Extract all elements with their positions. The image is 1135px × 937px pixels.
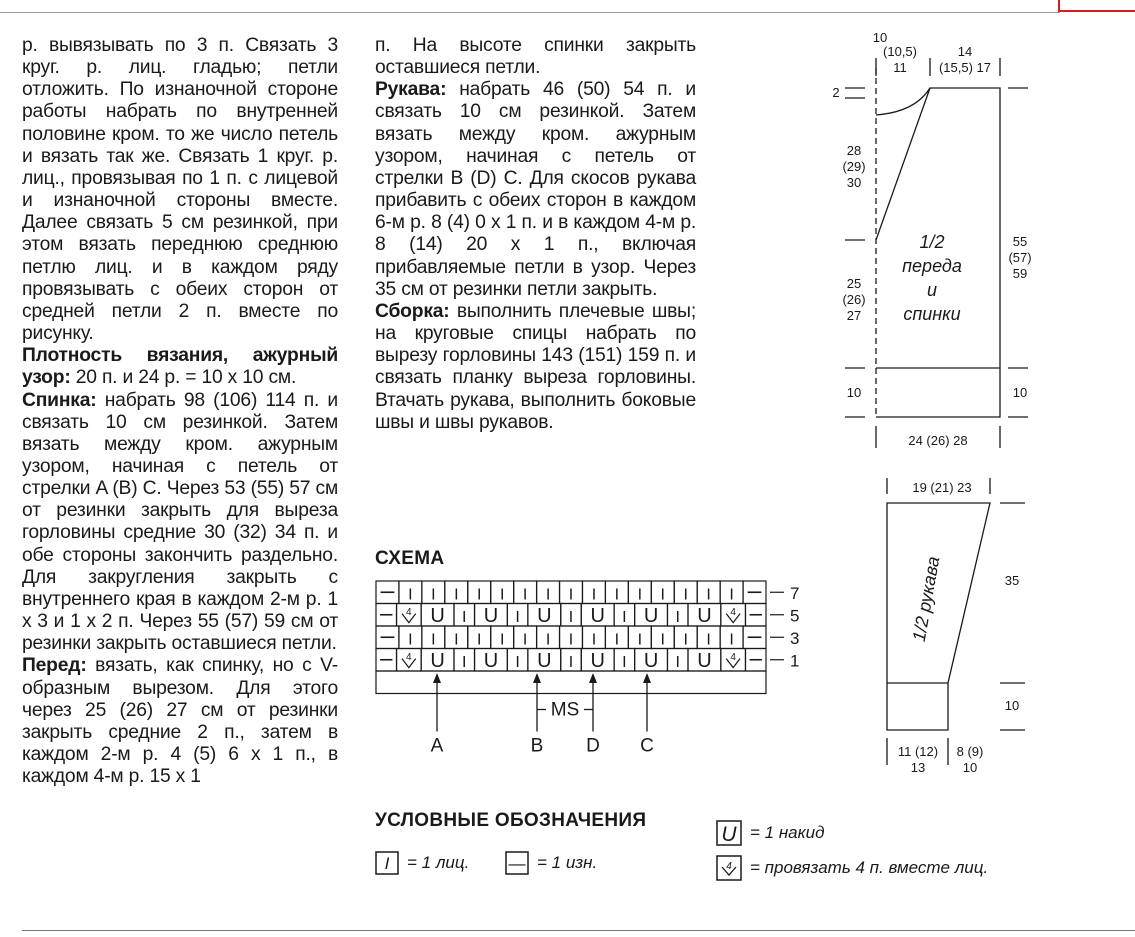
- legend-yarn-over: [716, 820, 825, 846]
- svg-text:I: I: [568, 653, 574, 671]
- chart-cell: [537, 626, 560, 649]
- front-label: Перед:: [22, 655, 87, 677]
- chart-cell: [514, 626, 537, 649]
- right-total-2: (57): [1008, 250, 1032, 265]
- body-label-1: 1/2: [919, 232, 945, 252]
- chart-cell: [399, 581, 422, 604]
- svg-text:I: I: [499, 631, 505, 649]
- svg-text:I: I: [408, 631, 413, 649]
- knit-symbol-icon: [375, 851, 399, 875]
- chart-cell: [628, 581, 651, 604]
- svg-text:I: I: [675, 608, 680, 626]
- top-neck-2: (10,5): [883, 44, 917, 59]
- svg-text:4: 4: [406, 652, 412, 664]
- sleeves-label: Рукава:: [375, 79, 447, 101]
- chart-cell: [421, 649, 454, 672]
- sleeve-length: 35: [1004, 573, 1020, 588]
- chart-cell: [581, 649, 614, 672]
- chart-cell: [605, 626, 628, 649]
- svg-text:I: I: [515, 608, 520, 626]
- chart-cell: [720, 581, 743, 604]
- left-bottom-10: 10: [846, 385, 862, 400]
- chart-row-number: 7: [790, 584, 800, 603]
- assembly-text: выполнить плечевые швы; на круговые спицы набрать по вырезу горловины 143 (151) 159 п. и связать планку выреза горловины. Втачать рукава, выполнить боковые швы и швы рукавов.: [375, 300, 696, 433]
- chart-cell: [475, 604, 508, 627]
- svg-text:I: I: [622, 653, 627, 671]
- chart-cell: [605, 581, 628, 604]
- svg-text:I: I: [568, 608, 574, 626]
- svg-text:I: I: [683, 586, 688, 604]
- svg-text:I: I: [622, 608, 627, 626]
- chart-cell: [454, 604, 475, 627]
- svg-text:I: I: [614, 586, 620, 604]
- svg-text:I: I: [660, 586, 665, 604]
- legend-purl: [505, 851, 597, 875]
- chart-cell: [651, 581, 674, 604]
- chart-cell: [422, 581, 445, 604]
- sleeve-pattern-diagram: [860, 470, 1060, 785]
- right-total-1: 55: [1012, 234, 1028, 249]
- chart-cell: [614, 604, 635, 627]
- top-neck-1: 10: [872, 30, 888, 45]
- svg-text:U: U: [483, 649, 499, 672]
- chart-cell: [674, 626, 697, 649]
- svg-text:U: U: [697, 649, 712, 672]
- top-neck-3: 11: [893, 60, 907, 75]
- chart-cell: [454, 649, 475, 672]
- paragraph-sleeves: [375, 79, 696, 301]
- sleeve-bottom-right-1: 8 (9): [956, 744, 984, 759]
- chart-cell: [468, 581, 491, 604]
- chart-cell: [667, 604, 688, 627]
- chart-cell: [721, 649, 746, 672]
- legend-k4tog: [716, 855, 988, 881]
- svg-text:I: I: [462, 653, 467, 671]
- k4tog-glyph: 4: [726, 861, 732, 872]
- svg-text:I: I: [660, 631, 665, 649]
- svg-text:U: U: [590, 604, 605, 627]
- sleeve-cuff: 10: [1004, 698, 1020, 713]
- chart-cell: [561, 649, 582, 672]
- svg-text:I: I: [675, 653, 680, 671]
- chart-cell: [514, 581, 537, 604]
- body-label-3: и: [926, 280, 938, 300]
- svg-text:U: U: [537, 604, 552, 627]
- svg-text:U: U: [430, 604, 445, 627]
- chart-cell: [667, 649, 688, 672]
- chart-cell: [720, 626, 743, 649]
- chart-cell: [745, 649, 766, 672]
- paragraph-front: [22, 655, 338, 788]
- svg-text:I: I: [729, 586, 734, 604]
- purl-symbol-icon: [505, 851, 529, 875]
- svg-text:I: I: [591, 631, 597, 649]
- back-label: Спинка:: [22, 389, 97, 411]
- chart-row-number: 5: [790, 606, 800, 626]
- svg-text:I: I: [477, 631, 482, 649]
- legend-yarn-over-text: = 1 накид: [750, 823, 825, 842]
- legend-knit-text: = 1 лиц.: [407, 853, 470, 872]
- bottom-width: 24 (26) 28: [908, 433, 968, 448]
- chart-row-number: 1: [790, 651, 800, 671]
- chart-cell: [628, 626, 651, 649]
- chart-cell: [697, 581, 720, 604]
- sleeve-bottom-left-1: 11 (12): [897, 744, 939, 759]
- chart-cell: [614, 649, 635, 672]
- svg-text:I: I: [499, 586, 505, 604]
- svg-text:4: 4: [406, 607, 412, 619]
- svg-text:4: 4: [730, 607, 736, 619]
- top-shoulder-2: (15,5) 17: [938, 60, 992, 75]
- chart-cell: [721, 604, 746, 627]
- svg-text:I: I: [454, 631, 459, 649]
- text-column-2: [375, 35, 696, 434]
- chart-cell: [468, 626, 491, 649]
- chart-cell: [561, 604, 582, 627]
- svg-text:I: I: [522, 631, 528, 649]
- top-rule: [0, 12, 1060, 13]
- chart-arrow-label: A: [430, 735, 444, 757]
- svg-text:I: I: [568, 586, 574, 604]
- text-column-1: [22, 35, 338, 788]
- paragraph-intro: р. вывязывать по 3 п. Связать 3 круг. р. лиц. гладью; петли отложить. По изнаночной стороне работы набрать по внутренней половине кром. то же число петель и вязать так же. Связать 1 круг. р. лиц., провязывая по 1 п. с лицевой и изнаночной стороны вместе. Далее связать 5 см резинкой, при этом вязать переднюю среднюю петлю лиц. и в каждом ряду провязывать с обеих сторон от средней петли 2 п. вместе по рисунку.: [22, 35, 338, 345]
- legend-purl-text: = 1 изн.: [537, 853, 598, 872]
- sleeves-text: набрать 46 (50) 54 п. и связать 10 см резинкой. Затем вязать между кром. ажурным узором, начиная с петель от стрелки B (D) C. Для скосов рукава прибавить с обеих сторон в каждом 6-м р. 8 (4) 0 х 1 п. и в каждом 4-м р. 8 (14) 20 х 1 п., включая прибавляемые петли в узор. Через 35 см от резинки петли закрыть.: [375, 79, 696, 300]
- chart-cell: [674, 581, 697, 604]
- left-upper-3: 30: [846, 175, 862, 190]
- k4tog-icon: [716, 855, 742, 881]
- svg-text:U: U: [643, 604, 659, 627]
- yarn-over-icon: [716, 820, 742, 846]
- legend-k4tog-text: = провязать 4 п. вместе лиц.: [750, 858, 989, 877]
- svg-text:I: I: [683, 631, 688, 649]
- chart-cell: [560, 581, 583, 604]
- chart-cell: [507, 649, 528, 672]
- svg-text:I: I: [515, 653, 520, 671]
- left-upper-2: (29): [842, 159, 866, 174]
- svg-text:I: I: [637, 631, 643, 649]
- chart-cell: [581, 604, 614, 627]
- chart-cell: [537, 581, 560, 604]
- chart-cell: [528, 604, 561, 627]
- chart-cell: [635, 649, 668, 672]
- front-text: вязать, как спинку, но с V-образным вырезом. Для этого через 25 (26) 27 см от резинки закрыть средние 2 п., затем в каждом 2-м р. 4 (5) 6 х 1 п., в каждом 4-м р. 15 х 1: [22, 655, 338, 788]
- sleeve-top-width: 19 (21) 23: [912, 480, 972, 495]
- paragraph-back: [22, 390, 338, 656]
- svg-text:I: I: [545, 586, 551, 604]
- assembly-label: Сборка:: [375, 300, 450, 322]
- chart-cell: [491, 581, 514, 604]
- chart-cell: [397, 649, 422, 672]
- sleeve-bottom-left-2: 13: [910, 760, 926, 775]
- chart-arrow-label: B: [530, 735, 544, 757]
- chart-cell: [376, 649, 397, 672]
- chart-arrow-label: D: [586, 735, 600, 757]
- paragraph-density: [22, 345, 338, 389]
- top-shoulder-1: 14: [957, 44, 973, 59]
- svg-text:I: I: [706, 631, 711, 649]
- page-corner-frame: [1058, 0, 1135, 12]
- yarn-over-glyph: U: [721, 823, 737, 846]
- sleeve-label: 1/2 рукава: [908, 554, 944, 644]
- sleeve-bottom-right-2: 10: [962, 760, 978, 775]
- svg-text:U: U: [643, 649, 659, 672]
- svg-text:I: I: [729, 631, 734, 649]
- paragraph-front-end: п. На высоте спинки закрыть оставшиеся петли.: [375, 35, 696, 79]
- body-label-4: спинки: [903, 304, 961, 324]
- chart-cell: [376, 626, 399, 649]
- chart-ms-label: MS: [550, 699, 580, 721]
- svg-text:I: I: [431, 586, 436, 604]
- svg-text:I: I: [545, 631, 551, 649]
- chart-arrow-label: C: [640, 735, 654, 757]
- svg-text:I: I: [522, 586, 528, 604]
- svg-text:I: I: [614, 631, 620, 649]
- right-total-3: 59: [1012, 266, 1028, 281]
- left-lower-2: (26): [842, 292, 866, 307]
- svg-text:I: I: [408, 586, 413, 604]
- knit-symbol-glyph: I: [384, 854, 390, 873]
- chart-cell: [491, 626, 514, 649]
- svg-text:U: U: [537, 649, 552, 672]
- legend-title: УСЛОВНЫЕ ОБОЗНАЧЕНИЯ: [375, 810, 647, 831]
- chart-cell: [422, 626, 445, 649]
- svg-text:I: I: [477, 586, 482, 604]
- svg-text:U: U: [697, 604, 712, 627]
- body-label-2: переда: [902, 256, 962, 276]
- svg-text:4: 4: [730, 652, 736, 664]
- right-bottom-10: 10: [1012, 385, 1028, 400]
- chart-cell: [582, 626, 605, 649]
- chart-cell: [560, 626, 583, 649]
- chart-cell: [582, 581, 605, 604]
- chart-cell: [397, 604, 422, 627]
- left-upper-1: 28: [846, 143, 862, 158]
- chart-cell: [445, 626, 468, 649]
- chart-cell: [421, 604, 454, 627]
- left-lower-3: 27: [846, 308, 862, 323]
- legend-knit: [375, 851, 469, 875]
- svg-text:I: I: [706, 586, 711, 604]
- chart-cell: [635, 604, 668, 627]
- svg-text:U: U: [430, 649, 445, 672]
- svg-text:I: I: [568, 631, 574, 649]
- chart-cell: [399, 626, 422, 649]
- paragraph-assembly: [375, 301, 696, 434]
- svg-text:U: U: [590, 649, 605, 672]
- density-text: 20 п. и 24 р. = 10 х 10 см.: [75, 367, 297, 389]
- knitting-chart: [370, 575, 800, 755]
- bottom-rule: [22, 930, 1135, 931]
- body-pattern-diagram: [820, 28, 1120, 453]
- density-label: Плотность вязания, ажурный узор:: [22, 345, 338, 389]
- svg-text:U: U: [483, 604, 499, 627]
- left-lower-1: 25: [846, 276, 862, 291]
- left-dim-2: 2: [832, 85, 840, 100]
- chart-cell: [445, 581, 468, 604]
- chart-cell: [528, 649, 561, 672]
- chart-cell: [688, 604, 721, 627]
- schema-title: СХЕМА: [375, 548, 445, 569]
- chart-cell: [376, 581, 399, 604]
- chart-cell: [697, 626, 720, 649]
- chart-cell: [743, 626, 766, 649]
- purl-symbol-glyph: —: [508, 854, 526, 873]
- svg-text:I: I: [431, 631, 436, 649]
- svg-text:I: I: [637, 586, 643, 604]
- chart-cell: [688, 649, 721, 672]
- svg-text:I: I: [462, 608, 467, 626]
- chart-cell: [651, 626, 674, 649]
- svg-text:I: I: [591, 586, 597, 604]
- chart-cell: [507, 604, 528, 627]
- chart-cell: [376, 604, 397, 627]
- chart-cell: [475, 649, 508, 672]
- svg-text:I: I: [454, 586, 459, 604]
- back-text: набрать 98 (106) 114 п. и связать 10 см резинкой. Затем вязать между кром. ажурным узором, начиная с петель от стрелки A (B) C. Через 53 (55) 57 см от резинки закрыть для выреза горловины средние 30 (32) 34 п. и обе стороны закончить раздельно. Для закругления закрыть с внутреннего края в каждом 2-м р. 1 х 3 и 1 х 2 п. Через 55 (57) 59 см от резинки закрыть оставшиеся петли.: [22, 389, 338, 655]
- chart-cell: [743, 581, 766, 604]
- chart-cell: [745, 604, 766, 627]
- chart-row-number: 3: [790, 629, 800, 648]
